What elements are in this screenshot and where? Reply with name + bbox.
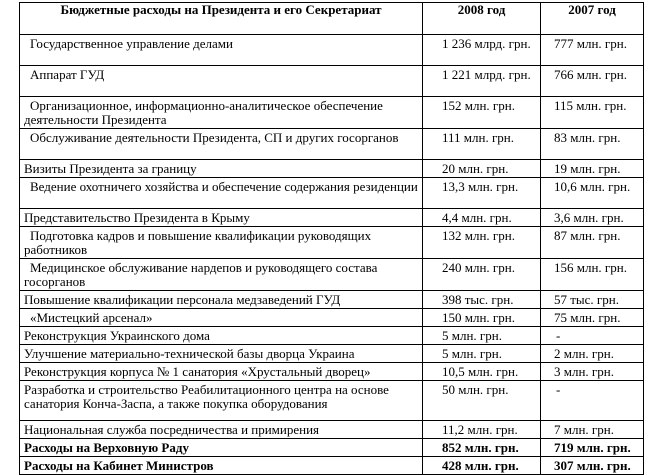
row-label: Улучшение материально-технической базы дворца Украина — [20, 345, 423, 363]
header-expenses: Бюджетные расходы на Президента и его Секретариат — [20, 3, 423, 35]
value-2008: 428 млн. грн. — [423, 457, 541, 475]
row-label: Ведение охотничего хозяйства и обеспечение содержания резиденции — [20, 178, 423, 209]
value-2008: 150 млн. грн. — [423, 309, 541, 327]
row-label: Повышение квалификации персонала медзаведений ГУД — [20, 291, 423, 309]
header-2008: 2008 год — [423, 3, 541, 35]
row-label: Аппарат ГУД — [20, 66, 423, 97]
value-2007: 7 млн. грн. — [541, 421, 644, 439]
row-label: Подготовка кадров и повышение квалификации руководящих работников — [20, 227, 423, 259]
table-row — [20, 345, 644, 363]
table-row — [20, 35, 644, 66]
value-2007: 3 млн. грн. — [541, 363, 644, 381]
value-2007: 19 млн. грн. — [541, 160, 644, 178]
value-2007: 75 млн. грн. — [541, 309, 644, 327]
table-row — [20, 327, 644, 345]
table-row — [20, 227, 644, 259]
value-2007: 777 млн. грн. — [541, 35, 644, 66]
row-label: Разработка и строительство Реабилитационного центра на основе санатория Конча-Заспа, а также покупка оборудования — [20, 381, 423, 421]
value-2008: 11,2 млн. грн. — [423, 421, 541, 439]
value-2007: - — [541, 327, 644, 345]
row-label: Организационное, информационно-аналитическое обеспечение деятельности Президента — [20, 97, 423, 129]
row-label: Реконструкция Украинского дома — [20, 327, 423, 345]
table-row — [20, 160, 644, 178]
value-2007: 766 млн. грн. — [541, 66, 644, 97]
table-row — [20, 309, 644, 327]
value-2008: 5 млн. грн. — [423, 345, 541, 363]
value-2007: 156 млн. грн. — [541, 259, 644, 291]
value-2007: 10,6 млн. грн. — [541, 178, 644, 209]
table-row — [20, 291, 644, 309]
table-row — [20, 129, 644, 160]
row-label: Визиты Президента за границу — [20, 160, 423, 178]
value-2007: 719 млн. грн. — [541, 439, 644, 457]
row-label: Расходы на Кабинет Министров — [20, 457, 423, 475]
value-2008: 152 млн. грн. — [423, 97, 541, 129]
header-2007: 2007 год — [541, 3, 644, 35]
table-row — [20, 421, 644, 439]
value-2007: 115 млн. грн. — [541, 97, 644, 129]
table-header-row — [20, 3, 644, 35]
value-2007: 2 млн. грн. — [541, 345, 644, 363]
value-2008: 10,5 млн. грн. — [423, 363, 541, 381]
value-2008: 20 млн. грн. — [423, 160, 541, 178]
row-label: Национальная служба посредничества и примирения — [20, 421, 423, 439]
value-2007: 3,6 млн. грн. — [541, 209, 644, 227]
value-2007: 307 млн. грн. — [541, 457, 644, 475]
value-2007: 83 млн. грн. — [541, 129, 644, 160]
value-2007: 87 млн. грн. — [541, 227, 644, 259]
row-label: «Мистецкий арсенал» — [20, 309, 423, 327]
row-label: Расходы на Верховную Раду — [20, 439, 423, 457]
row-label: Реконструкция корпуса № 1 санатория «Хрустальный дворец» — [20, 363, 423, 381]
row-label: Обслуживание деятельности Президента, СП и других госорганов — [20, 129, 423, 160]
row-label: Медицинское обслуживание нардепов и руководящего состава госорганов — [20, 259, 423, 291]
value-2008: 398 тыс. грн. — [423, 291, 541, 309]
table-row — [20, 66, 644, 97]
row-label: Представительство Президента в Крыму — [20, 209, 423, 227]
table-row-total — [20, 457, 644, 475]
table-row — [20, 381, 644, 421]
value-2008: 852 млн. грн. — [423, 439, 541, 457]
table-row — [20, 97, 644, 129]
value-2008: 132 млн. грн. — [423, 227, 541, 259]
value-2008: 5 млн. грн. — [423, 327, 541, 345]
table-row-total — [20, 439, 644, 457]
value-2008: 4,4 млн. грн. — [423, 209, 541, 227]
row-label: Государственное управление делами — [20, 35, 423, 66]
table-row — [20, 178, 644, 209]
table-row — [20, 363, 644, 381]
value-2008: 13,3 млн. грн. — [423, 178, 541, 209]
value-2008: 50 млн. грн. — [423, 381, 541, 421]
budget-table — [19, 2, 644, 475]
value-2008: 1 236 млрд. грн. — [423, 35, 541, 66]
table-row — [20, 209, 644, 227]
value-2008: 111 млн. грн. — [423, 129, 541, 160]
value-2007: - — [541, 381, 644, 421]
value-2008: 240 млн. грн. — [423, 259, 541, 291]
table-row — [20, 259, 644, 291]
value-2008: 1 221 млрд. грн. — [423, 66, 541, 97]
value-2007: 57 тыс. грн. — [541, 291, 644, 309]
